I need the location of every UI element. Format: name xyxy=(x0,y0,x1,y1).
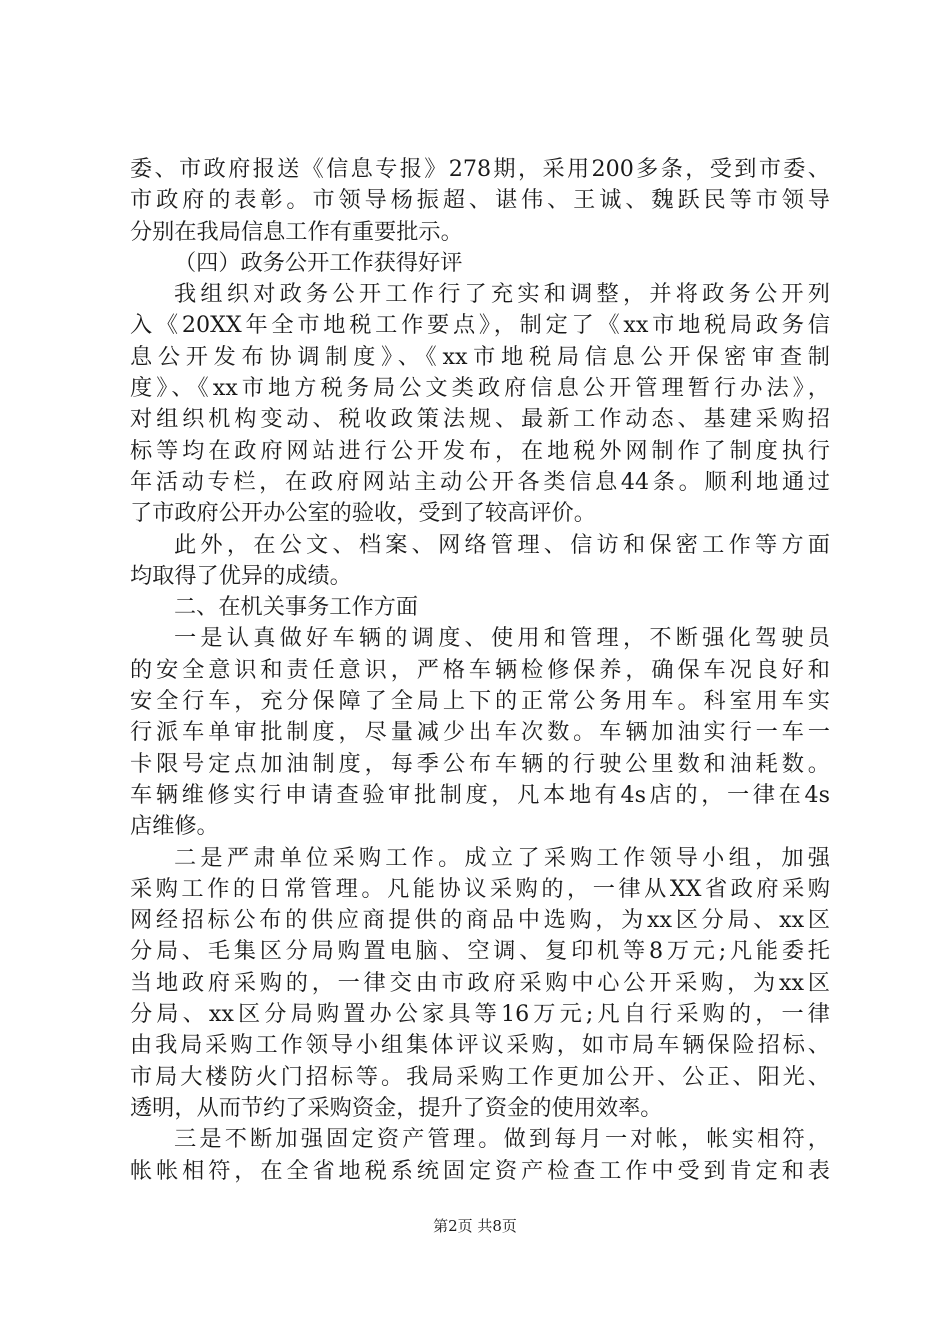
text-line: 市局大楼防火门招标等。我局采购工作更加公开、公正、阳光、 xyxy=(130,1063,830,1090)
text-line: （四）政务公开工作获得好评 xyxy=(174,249,463,276)
text-line: 三是不断加强固定资产管理。做到每月一对帐，帐实相符， xyxy=(174,1126,830,1153)
document-body xyxy=(130,154,830,1187)
text-line: 卡限号定点加油制度，每季公布车辆的行驶公里数和油耗数。 xyxy=(130,750,830,777)
text-line: 对组织机构变动、税收政策法规、最新工作动态、基建采购招 xyxy=(130,406,830,433)
text-line: 我组织对政务公开工作行了充实和调整，并将政务公开列 xyxy=(174,281,830,308)
text-line: 了市政府公开办公室的验收，受到了较高评价。 xyxy=(130,500,596,527)
text-line: 一是认真做好车辆的调度、使用和管理，不断强化驾驶员 xyxy=(174,625,830,652)
text-line: 度》、《xx市地方税务局公文类政府信息公开管理暂行办法》， xyxy=(130,375,830,402)
text-line: 采购工作的日常管理。凡能协议采购的，一律从XX省政府采购 xyxy=(130,875,830,902)
text-line: 市政府的表彰。市领导杨振超、谌伟、王诚、魏跃民等市领导 xyxy=(130,187,830,214)
text-line: 安全行车，充分保障了全局上下的正常公务用车。科室用车实 xyxy=(130,688,830,715)
text-line: 标等均在政府网站进行公开发布，在地税外网制作了制度执行 xyxy=(130,437,830,464)
text-line: 委、市政府报送《信息专报》278期，采用200多条，受到市委、 xyxy=(130,156,830,182)
text-line: 店维修。 xyxy=(130,813,219,840)
text-line: 此外，在公文、档案、网络管理、信访和保密工作等方面 xyxy=(174,531,830,558)
text-line: 当地政府采购的，一律交由市政府采购中心公开采购，为xx区 xyxy=(130,969,830,996)
text-line: 息公开发布协调制度》、《xx市地税局信息公开保密审查制 xyxy=(130,343,830,370)
text-line: 行派车单审批制度，尽量减少出车次数。车辆加油实行一车一 xyxy=(130,719,830,746)
text-line: 透明，从而节约了采购资金，提升了资金的使用效率。 xyxy=(130,1094,663,1121)
text-line: 由我局采购工作领导小组集体评议采购，如市局车辆保险招标、 xyxy=(130,1032,830,1059)
text-line: 网经招标公布的供应商提供的商品中选购，为xx区分局、xx区 xyxy=(130,907,830,934)
text-line: 分局、xx区分局购置办公家具等16万元;凡自行采购的，一律 xyxy=(130,1001,830,1028)
text-line: 入《20XX年全市地税工作要点》，制定了《xx市地税局政务信 xyxy=(130,312,830,339)
text-line: 分局、毛集区分局购置电脑、空调、复印机等8万元;凡能委托 xyxy=(130,938,830,965)
text-line: 分别在我局信息工作有重要批示。 xyxy=(130,218,463,245)
page-footer xyxy=(0,1216,950,1236)
page-number-label: 第2页 共8页 xyxy=(433,1217,517,1235)
text-line: 的安全意识和责任意识，严格车辆检修保养，确保车况良好和 xyxy=(130,656,830,683)
text-line: 车辆维修实行申请查验审批制度，凡本地有4s店的，一律在4s xyxy=(130,781,830,808)
text-line: 二是严肃单位采购工作。成立了采购工作领导小组，加强 xyxy=(174,844,830,871)
text-line: 均取得了优异的成绩。 xyxy=(130,562,352,589)
text-line: 帐帐相符，在全省地税系统固定资产检查工作中受到肯定和表 xyxy=(130,1157,830,1184)
text-line: 年活动专栏，在政府网站主动公开各类信息44条。顺利地通过 xyxy=(130,468,830,495)
text-line: 二、在机关事务工作方面 xyxy=(174,594,419,621)
